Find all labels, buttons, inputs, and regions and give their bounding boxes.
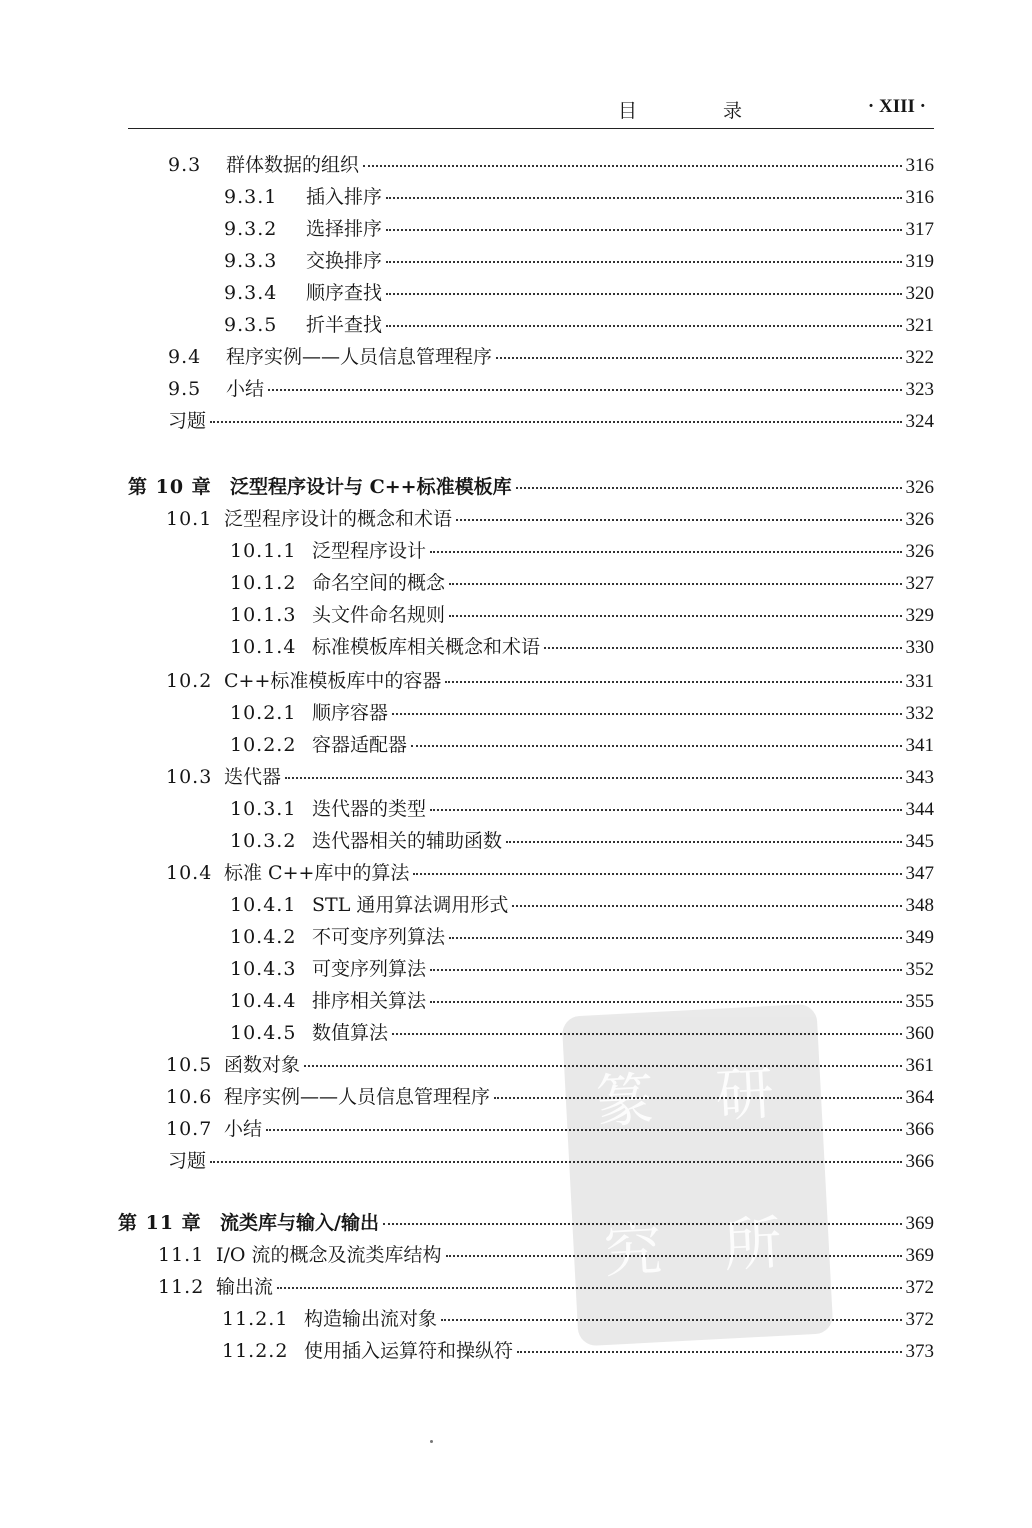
toc-title: 数值算法 — [312, 1022, 389, 1044]
toc-page-number: 372 — [905, 1277, 934, 1298]
toc-row[interactable] — [230, 1018, 934, 1048]
toc-page-number: 319 — [905, 251, 934, 272]
toc-title: 命名空间的概念 — [312, 572, 446, 594]
toc-page-number: 345 — [905, 831, 934, 852]
toc-title: 小结 — [226, 378, 265, 400]
toc-page-number: 323 — [905, 379, 934, 400]
toc-chapter-row[interactable] — [118, 1208, 934, 1238]
toc-title: 迭代器相关的辅助函数 — [312, 830, 503, 852]
toc-page-number: 341 — [905, 735, 934, 756]
toc-row[interactable] — [230, 922, 934, 952]
toc-title: 泛型程序设计与 C++标准模板库 — [230, 476, 512, 498]
dot-leader — [430, 550, 901, 553]
toc-chapter-row[interactable] — [128, 472, 934, 502]
toc-title: 可变序列算法 — [312, 958, 427, 980]
toc-page-number: 321 — [905, 315, 934, 336]
dot-leader — [268, 388, 901, 391]
toc-number: 10.4.5 — [230, 1022, 297, 1044]
toc-title: 程序实例——人员信息管理程序 — [224, 1086, 491, 1108]
toc-number: 10.7 — [166, 1118, 213, 1140]
dot-leader — [266, 1128, 901, 1131]
toc-title: 泛型程序设计的概念和术语 — [224, 508, 453, 530]
toc-number: 10.1.2 — [230, 572, 297, 594]
seal-glyph: 究 — [602, 1215, 664, 1286]
toc-row[interactable] — [230, 954, 934, 984]
toc-page-number: 324 — [905, 411, 934, 432]
toc-number: 10.2.1 — [230, 702, 297, 724]
dot-leader — [386, 228, 901, 231]
toc-page-number: 369 — [905, 1245, 934, 1266]
toc-title: 选择排序 — [306, 218, 383, 240]
toc-row[interactable] — [230, 890, 934, 920]
toc-page-number: 360 — [905, 1023, 934, 1044]
dot-leader — [392, 712, 901, 715]
toc-page-number: 316 — [905, 155, 934, 176]
toc-row[interactable] — [230, 600, 934, 630]
toc-title: 插入排序 — [306, 186, 383, 208]
toc-page-number: 332 — [905, 703, 934, 724]
dot-leader — [363, 164, 901, 167]
toc-number: 第 11 章 — [118, 1212, 202, 1234]
toc-number: 10.2.2 — [230, 734, 297, 756]
toc-page-number: 372 — [905, 1309, 934, 1330]
toc-page-number: 330 — [905, 637, 934, 658]
toc-row[interactable] — [230, 632, 934, 662]
dot-leader — [277, 1286, 901, 1289]
toc-row[interactable] — [230, 986, 934, 1016]
seal-glyph: 研 — [714, 1058, 776, 1130]
toc-number: 9.4 — [168, 346, 202, 368]
dot-leader — [516, 486, 902, 489]
dot-leader — [445, 680, 901, 683]
toc-title: 顺序查找 — [306, 282, 383, 304]
toc-row[interactable] — [224, 214, 934, 244]
toc-number: 9.3.2 — [224, 218, 278, 240]
toc-page-number: 343 — [905, 767, 934, 788]
toc-title: 头文件命名规则 — [312, 604, 446, 626]
dot-leader — [430, 968, 901, 971]
toc-title: 习题 — [168, 410, 207, 432]
dot-leader — [494, 1096, 901, 1099]
toc-number: 10.5 — [166, 1054, 213, 1076]
page-number: · XIII · — [867, 96, 926, 117]
toc-number: 10.1.3 — [230, 604, 297, 626]
toc-number: 10.1.1 — [230, 540, 297, 562]
toc-number: 10.3.2 — [230, 830, 297, 852]
toc-row[interactable] — [166, 858, 934, 888]
toc-number: 9.3 — [168, 154, 202, 176]
toc-title: 折半查找 — [306, 314, 383, 336]
toc-row[interactable] — [222, 1336, 934, 1366]
toc-title: 习题 — [168, 1150, 207, 1172]
toc-page-number: 326 — [905, 509, 934, 530]
dot-leader — [449, 936, 901, 939]
toc-title: 群体数据的组织 — [226, 154, 360, 176]
seal-glyph: 篆 — [594, 1065, 656, 1137]
toc-row[interactable] — [230, 794, 934, 824]
toc-title: 容器适配器 — [312, 734, 408, 756]
dot-leader — [413, 872, 901, 875]
toc-number: 11.1 — [158, 1244, 205, 1266]
dot-leader — [449, 582, 901, 585]
toc-row[interactable] — [230, 698, 934, 728]
toc-page-number: 320 — [905, 283, 934, 304]
toc-page-number: 355 — [905, 991, 934, 1012]
toc-title: 使用插入运算符和操纵符 — [304, 1340, 514, 1362]
dot-leader — [430, 808, 901, 811]
header-title: 目 录 — [618, 100, 783, 122]
toc-row[interactable] — [168, 150, 934, 180]
toc-title: 迭代器 — [224, 766, 282, 788]
toc-title: 交换排序 — [306, 250, 383, 272]
toc-page-number: 316 — [905, 187, 934, 208]
toc-title: 程序实例——人员信息管理程序 — [226, 346, 493, 368]
toc-title: 不可变序列算法 — [312, 926, 446, 948]
toc-title: 函数对象 — [224, 1054, 301, 1076]
toc-page-number: 327 — [905, 573, 934, 594]
dot-leader — [517, 1350, 901, 1353]
toc-number: 9.3.1 — [224, 186, 278, 208]
toc-row[interactable] — [224, 182, 934, 212]
dot-leader — [544, 646, 901, 649]
toc-row[interactable] — [224, 310, 934, 340]
toc-row[interactable] — [168, 342, 934, 372]
toc-number: 9.3.3 — [224, 250, 278, 272]
toc-row[interactable] — [230, 568, 934, 598]
seal-glyph: 所 — [721, 1208, 784, 1280]
toc-row[interactable] — [224, 278, 934, 308]
toc-number: 10.4.2 — [230, 926, 297, 948]
dot-leader — [512, 904, 901, 907]
dot-leader — [285, 776, 901, 779]
toc-page-number: 317 — [905, 219, 934, 240]
toc-number: 9.3.4 — [224, 282, 278, 304]
toc-number: 10.3 — [166, 766, 213, 788]
toc-row[interactable] — [166, 1050, 934, 1080]
toc-page-number: 348 — [905, 895, 934, 916]
toc-title: 顺序容器 — [312, 702, 389, 724]
dot-leader — [456, 518, 901, 521]
dot-leader — [449, 614, 901, 617]
toc-row[interactable] — [230, 536, 934, 566]
toc-title: 流类库与输入/输出 — [220, 1212, 379, 1234]
toc-number: 10.4 — [166, 862, 213, 884]
toc-number: 10.4.3 — [230, 958, 297, 980]
dot-leader — [446, 1254, 902, 1257]
dot-leader — [386, 292, 901, 295]
toc-row[interactable] — [166, 1114, 934, 1144]
toc-page-number: 361 — [905, 1055, 934, 1076]
toc-row[interactable] — [158, 1240, 934, 1270]
toc-number: 10.4.1 — [230, 894, 297, 916]
toc-page-number: 326 — [905, 477, 934, 498]
toc-title: 输出流 — [216, 1276, 274, 1298]
toc-page-number: 344 — [905, 799, 934, 820]
dot-leader — [304, 1064, 901, 1067]
toc-page-number: 326 — [905, 541, 934, 562]
toc-title: 标准 C++库中的算法 — [224, 862, 410, 884]
dot-leader — [383, 1222, 902, 1225]
toc-page-number: 364 — [905, 1087, 934, 1108]
dot-leader — [210, 1160, 901, 1163]
toc-title: 排序相关算法 — [312, 990, 427, 1012]
dot-leader — [506, 840, 901, 843]
toc-number: 11.2 — [158, 1276, 205, 1298]
dot-leader — [441, 1318, 901, 1321]
toc-page-number: 322 — [905, 347, 934, 368]
dot-leader — [210, 420, 901, 423]
toc-page-number: 347 — [905, 863, 934, 884]
toc-number: 9.5 — [168, 378, 202, 400]
toc-page-number: 329 — [905, 605, 934, 626]
toc-row[interactable] — [168, 1146, 934, 1176]
toc-number: 10.2 — [166, 670, 213, 692]
toc-row[interactable] — [166, 504, 934, 534]
toc-page-number: 373 — [905, 1341, 934, 1362]
toc-row[interactable] — [166, 666, 934, 696]
toc-row[interactable] — [224, 246, 934, 276]
toc-row[interactable] — [230, 826, 934, 856]
toc-row[interactable] — [168, 374, 934, 404]
dot-leader — [386, 196, 901, 199]
toc-number: 10.1.4 — [230, 636, 297, 658]
toc-page-number: 369 — [905, 1213, 934, 1234]
toc-number: 10.4.4 — [230, 990, 297, 1012]
dot-leader — [496, 356, 901, 359]
toc-number: 9.3.5 — [224, 314, 278, 336]
toc-number: 第 10 章 — [128, 476, 212, 498]
toc-page-number: 352 — [905, 959, 934, 980]
dot-leader — [411, 744, 901, 747]
toc-number: 11.2.2 — [222, 1340, 289, 1362]
toc-page-number: 331 — [905, 671, 934, 692]
dot-leader — [430, 1000, 901, 1003]
toc-page-number: 366 — [905, 1151, 934, 1172]
scan-speck — [430, 1440, 433, 1443]
toc-number: 10.6 — [166, 1086, 213, 1108]
toc-row[interactable] — [230, 730, 934, 760]
toc-title: 迭代器的类型 — [312, 798, 427, 820]
toc-title: 泛型程序设计 — [312, 540, 427, 562]
toc-row[interactable] — [222, 1304, 934, 1334]
dot-leader — [386, 260, 901, 263]
toc-number: 10.1 — [166, 508, 213, 530]
toc-title: 小结 — [224, 1118, 263, 1140]
toc-page-number: 366 — [905, 1119, 934, 1140]
toc-number: 10.3.1 — [230, 798, 297, 820]
toc-title: C++标准模板库中的容器 — [224, 670, 442, 692]
toc-row[interactable] — [168, 406, 934, 436]
toc-title: 标准模板库相关概念和术语 — [312, 636, 541, 658]
toc-title: STL 通用算法调用形式 — [312, 894, 509, 916]
dot-leader — [392, 1032, 901, 1035]
toc-page-number: 349 — [905, 927, 934, 948]
toc-row[interactable] — [166, 762, 934, 792]
toc-title: 构造输出流对象 — [304, 1308, 438, 1330]
toc-row[interactable] — [158, 1272, 934, 1302]
toc-row[interactable] — [166, 1082, 934, 1112]
dot-leader — [386, 324, 901, 327]
toc-title: I/O 流的概念及流类库结构 — [216, 1244, 442, 1266]
toc-number: 11.2.1 — [222, 1308, 289, 1330]
